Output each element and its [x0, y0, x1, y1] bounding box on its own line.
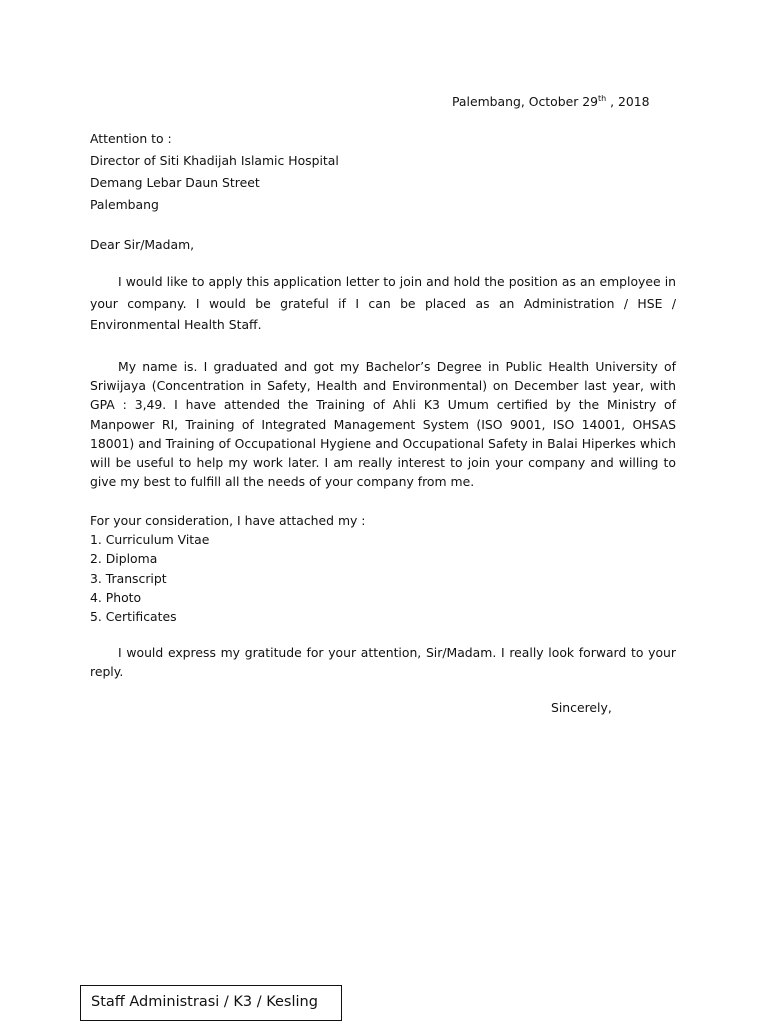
attachment-item: 2. Diploma	[90, 551, 158, 567]
recipient-block	[90, 128, 339, 216]
attachment-item: 5. Certificates	[90, 609, 177, 625]
recipient-city: Palembang	[90, 197, 159, 212]
attachments-block	[90, 511, 365, 626]
attachment-item: 1. Curriculum Vitae	[90, 532, 210, 548]
closing-sincerely: Sincerely,	[551, 700, 612, 715]
attention-line: Attention to :	[90, 131, 172, 146]
letter-date	[452, 94, 650, 109]
salutation: Dear Sir/Madam,	[90, 237, 195, 252]
recipient-title: Director of Siti Khadijah Islamic Hospital	[90, 153, 339, 168]
date-text: Palembang, October 29	[452, 94, 598, 109]
date-ordinal-suffix: th	[598, 94, 607, 103]
attachment-item: 4. Photo	[90, 589, 142, 605]
paragraph-background: My name is. I graduated and got my Bachelor’s Degree in Public Health University of Sriwijaya (Concentration in Safety, Health and Environmental) on December last year, with GPA : 3,49. I have attended the Training of Ahli K3 Umum certified by the Ministry of Manpower RI, Training of Integrated Management System (ISO 9001, ISO 14001, OHSAS 18001) and Training of Occupational Hygiene and Occupational Safety in Balai Hiperkes which will be useful to help my work later. I am really interest to join your company and willing to give my best to fulfill all the needs of your company from me.	[90, 359, 676, 490]
paragraph-application: I would like to apply this application letter to join and hold the position as an employee in your company. I would be grateful if I can be placed as an Administration / HSE / Environmental Health Staff.	[90, 274, 676, 332]
attachments-intro: For your consideration, I have attached my :	[90, 513, 366, 528]
date-year: , 2018	[606, 94, 650, 109]
attachment-item: 3. Transcript	[90, 570, 167, 586]
position-label-box: Staff Administrasi / K3 / Kesling	[80, 985, 342, 1021]
paragraph-gratitude: I would express my gratitude for your attention, Sir/Madam. I really look forward to your reply.	[90, 645, 676, 680]
recipient-street: Demang Lebar Daun Street	[90, 175, 260, 190]
